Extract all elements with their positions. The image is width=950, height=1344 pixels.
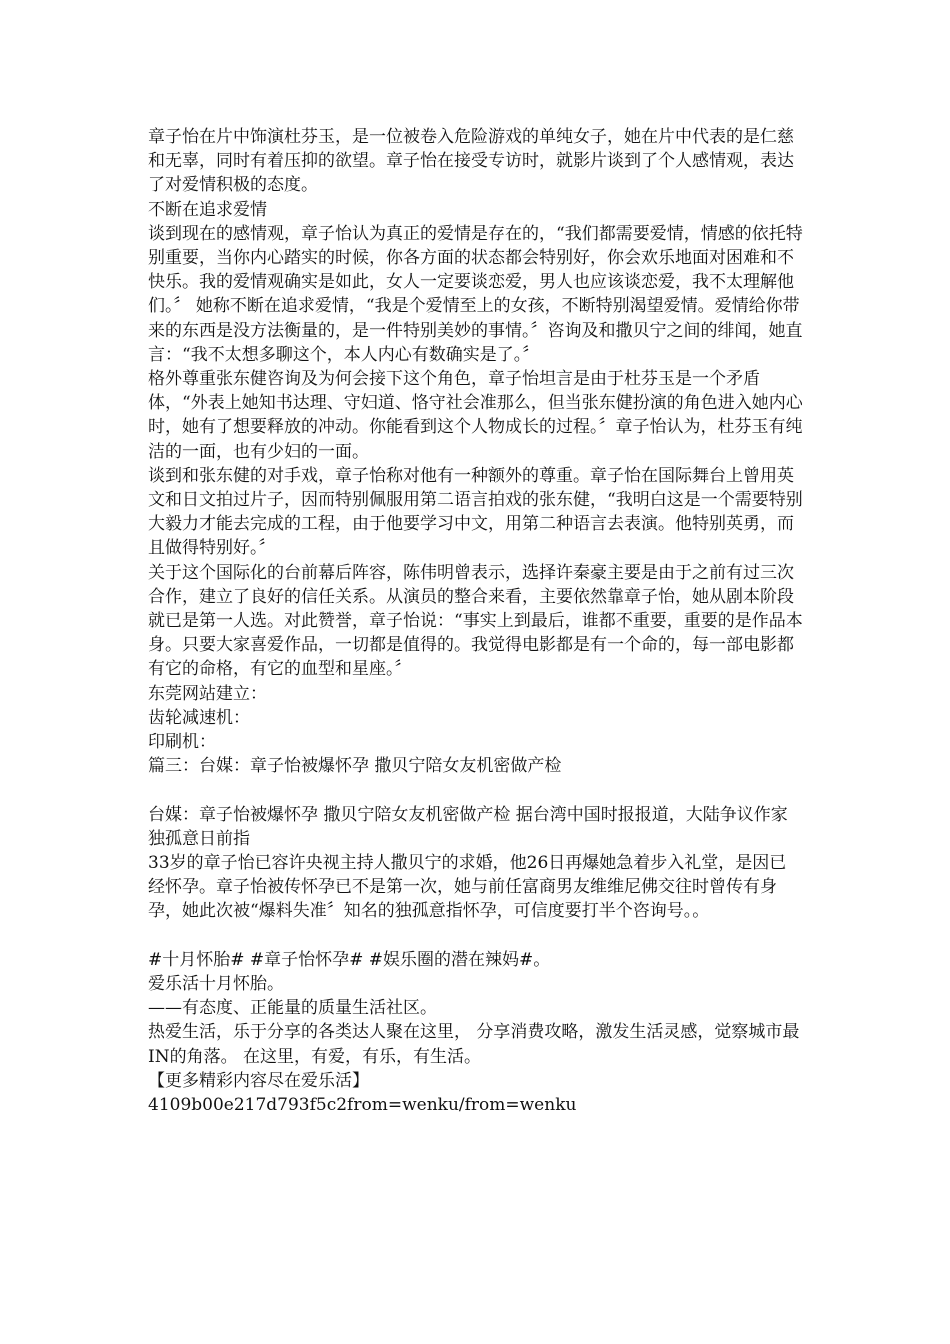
paragraph-more: 【更多精彩内容尽在爱乐活】: [148, 1070, 369, 1091]
paragraph-printer: 印刷机：: [148, 732, 216, 753]
paragraph-report-body: 33岁的章子怡已容许央视主持人撒贝宁的求婚，他26日再爆她急着步入礼堂，是因已经怀孕。章子怡被传怀孕已不是第一次，她与前任富商男友维维尼佛交往时曾传有身孕，她此次被“爆料失准〞知名的独孤意指怀孕，可信度要打半个咨询号。。: [148, 853, 787, 922]
document-body: [148, 125, 803, 1117]
blank-line: [148, 778, 803, 802]
paragraph-slogan: ——有态度、正能量的质量生活社区。: [148, 998, 437, 1019]
paragraph-cast: 关于这个国际化的台前幕后阵容，陈伟明曾表示，选择许秦豪主要是由于之前有过三次合作，建立了良好的信任关系。从演员的整合来看，主要依然靠章子怡，她从剧本阶段就已是第一人选。对此赞誉，章子怡说：“事实上到最后，谁都不重要，重要的是作品本身。只要大家喜爱作品，一切都是值得的。我觉得电影都是有一个命的，每一部电影都有它的命格，有它的血型和星座。〞: [148, 562, 803, 680]
paragraph-source-code: 4109b00e217d793f5c2from=wenku/from=wenku: [148, 1095, 577, 1116]
paragraph-report-lead: 台媒：章子怡被爆怀孕 撒贝宁陪女友机密做产检 据台湾中国时报报道，大陆争议作家独孤意日前指: [148, 804, 788, 849]
blank-line: [148, 924, 803, 948]
paragraph-brand: 爱乐活十月怀胎。: [148, 974, 284, 995]
paragraph-site-build: 东莞网站建立：: [148, 683, 267, 704]
paragraph-section-three-title: 篇三：台媒：章子怡被爆怀孕 撒贝宁陪女友机密做产检: [148, 756, 562, 777]
paragraph-heading-love: 不断在追求爱情: [148, 199, 267, 220]
paragraph-intro: 章子怡在片中饰演杜芬玉，是一位被卷入危险游戏的单纯女子，她在片中代表的是仁慈和无辜，同时有着压抑的欲望。章子怡在接受专访时，就影片谈到了个人感情观，表达了对爱情积极的态度。: [148, 127, 794, 196]
paragraph-respect: 格外尊重张东健咨询及为何会接下这个角色，章子怡坦言是由于杜芬玉是一个矛盾体，“外表上她知书达理、守妇道、恪守社会准那么，但当张东健扮演的角色进入她内心时，她有了想要释放的冲动。你能看到这个人物成长的过程。〞章子怡认为，杜芬玉有纯洁的一面，也有少妇的一面。: [148, 369, 803, 462]
paragraph-gear-reducer: 齿轮减速机：: [148, 707, 250, 728]
paragraph-community: 热爱生活，乐于分享的各类达人聚在这里， 分享消费攻略，激发生活灵感，觉察城市最IN的角落。 在这里，有爱，有乐，有生活。: [148, 1022, 800, 1067]
paragraph-hashtags: #十月怀胎# #章子怡怀孕# #娱乐圈的潜在辣妈#。: [148, 949, 551, 970]
paragraph-costar: 谈到和张东健的对手戏，章子怡称对他有一种额外的尊重。章子怡在国际舞台上曾用英文和日文拍过片子，因而特别佩服用第二语言拍戏的张东健，“我明白这是一个需要特别大毅力才能去完成的工程，由于他要学习中文，用第二种语言去表演。他特别英勇，而且做得特别好。〞: [148, 465, 803, 559]
paragraph-love-view: 谈到现在的感情观，章子怡认为真正的爱情是存在的，“我们都需要爱情，情感的依托特别重要，当你内心踏实的时候，你各方面的状态都会特别好，你会欢乐地面对困难和不快乐。我的爱情观确实是如此，女人一定要谈恋爱，男人也应该谈恋爱，我不太理解他们。〞 她称不断在追求爱情，“我是个爱情至上的女孩，不断特别渴望爱情。爱情给你带来的东西是没方法衡量的，是一件特别美妙的事情。〞咨询及和撒贝宁之间的绯闻，她直言：“我不太想多聊这个，本人内心有数确实是了。〞: [148, 223, 803, 365]
